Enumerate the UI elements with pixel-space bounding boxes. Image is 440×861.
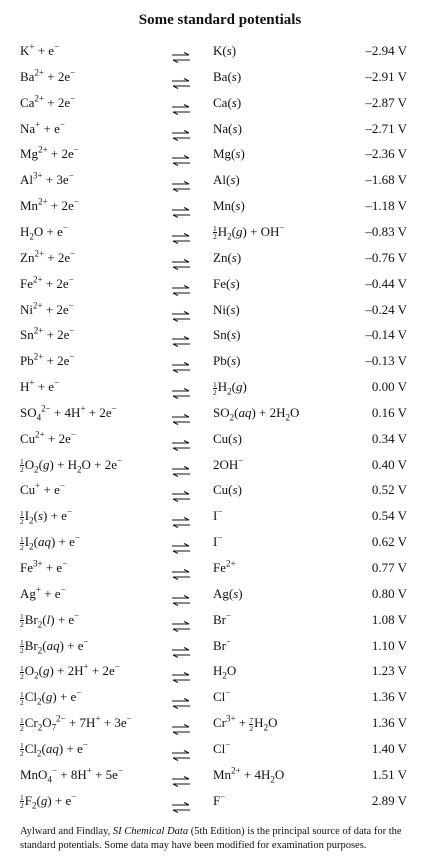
reductant-side: Ca(s) [213, 94, 242, 110]
reaction-row [0, 116, 440, 142]
reductant-side: K(s) [213, 43, 237, 58]
equilibrium-arrow-icon [171, 615, 191, 626]
equilibrium-arrow-icon [171, 796, 191, 807]
reaction-row [0, 503, 440, 529]
oxidant-side: $\frac{1}{2}$ $O_2(g) + 2H^+ + 2e^-$ [20, 662, 120, 681]
equilibrium-arrow-icon [171, 305, 191, 316]
standard-potential-value: 1.10 V [371, 637, 407, 653]
reaction-row [0, 426, 440, 452]
equilibrium-arrow-icon [171, 279, 191, 290]
equilibrium-arrow-icon [171, 460, 191, 471]
oxidant-side: Ag+ + e− [20, 584, 66, 601]
equilibrium-arrow-icon [171, 666, 191, 677]
oxidant-side: $Ca^{2+} + 2e^-$ [20, 93, 76, 110]
standard-potential-value: 0.34 V [371, 430, 407, 446]
standard-potential-value: –0.14 V [365, 327, 407, 343]
reductant-side: $\frac{1}{2}$ $H_2(g)$ [213, 379, 247, 397]
reductant-side: $SO_2(aq) + 2H_2O$ [213, 404, 300, 423]
reductant-side: $Mn^{2+} + 4H_2O$ [213, 765, 285, 785]
reductant-side: Fe(s) [213, 275, 240, 291]
standard-potential-value: –2.87 V [365, 94, 407, 110]
oxidant-side: $\frac{1}{2}$ $Cl_2(g) + e^-$ [20, 687, 82, 707]
oxidant-side: $Zn^{2+} + 2e^-$ [20, 248, 76, 265]
equilibrium-arrow-icon [171, 98, 191, 109]
reaction-row [0, 271, 440, 297]
oxidant-side: $\frac{1}{2}$ $Br_2(aq) + e^-$ [20, 636, 89, 656]
oxidant-side: $\frac{1}{2}$ $Cr_2O_7^{2-} + 7H^+ + 3e^-$ [20, 713, 132, 733]
equilibrium-arrow-icon [171, 175, 191, 186]
standard-potential-value: 1.36 V [371, 689, 407, 705]
reductant-side: Pb(s) [213, 353, 241, 369]
oxidant-side: $\frac{1}{2}$ $O_2(g) + H_2O + 2e^-$ [20, 455, 123, 475]
equilibrium-arrow-icon [171, 46, 191, 57]
equilibrium-arrow-icon [171, 124, 191, 135]
equilibrium-arrow-icon [171, 511, 191, 522]
oxidant-side: $\frac{1}{2}$ $I_2(s) + e^-$ [20, 506, 73, 526]
equilibrium-arrow-icon [171, 537, 191, 548]
standard-potential-value: 0.62 V [371, 534, 407, 550]
standard-potential-value: 1.40 V [371, 740, 407, 756]
reductant-side: I− [213, 506, 223, 524]
reductant-side: Br− [213, 636, 232, 653]
standard-potential-value: –0.44 V [365, 275, 407, 291]
oxidant-side: $Mn^{2+} + 2e^-$ [20, 196, 79, 214]
equilibrium-arrow-icon [171, 744, 191, 755]
oxidant-side: Na+ + e− [20, 119, 65, 136]
standard-potential-value: 0.40 V [371, 456, 407, 472]
equilibrium-arrow-icon [171, 227, 191, 238]
reductant-side: Mg(s) [213, 146, 245, 162]
oxidant-side: $\frac{1}{2}$ $F_2(g) + e^-$ [20, 791, 77, 811]
standard-potential-value: –2.71 V [365, 120, 407, 136]
reductant-side: Al(s) [213, 172, 240, 188]
reaction-row [0, 633, 440, 659]
reductant-side: Na(s) [213, 120, 242, 136]
equilibrium-arrow-icon [171, 718, 191, 729]
reductant-side: Ni(s) [213, 301, 240, 317]
oxidant-side: $Sn^{2+} + 2e^-$ [20, 326, 75, 343]
oxidant-side: $Ba^{2+} + 2e^-$ [20, 67, 76, 84]
standard-potential-value: 0.00 V [371, 379, 407, 395]
reductant-side: F− [213, 791, 226, 808]
reaction-row [0, 219, 440, 245]
reductant-side: $Cr^{3+}$ + $\frac{7}{2}$ $H_2O$ [213, 713, 278, 733]
equilibrium-arrow-icon [171, 692, 191, 703]
oxidant-side: $Pb^{2+} + 2e^-$ [20, 351, 75, 369]
source-footnote: Aylward and Findlay, SI Chemical Data (5th Edition) is the principal source of data for the standard potentials. Some data may have been modified for examination purposes. [20, 826, 402, 851]
reaction-row [0, 788, 440, 814]
standard-potential-value: 1.23 V [371, 663, 407, 679]
oxidant-side: MnO$_4$− + 8H+ + 5e− [20, 765, 124, 785]
reductant-side: Sn(s) [213, 327, 241, 343]
reductant-side: Cl− [213, 687, 231, 705]
standard-potential-value: –2.91 V [365, 68, 407, 84]
equilibrium-arrow-icon [171, 356, 191, 367]
reaction-row [0, 297, 440, 323]
standard-potential-value: –2.94 V [365, 43, 407, 58]
reaction-row [0, 167, 440, 193]
standard-potential-value: 0.80 V [371, 585, 407, 601]
standard-potential-value: –1.18 V [365, 198, 407, 214]
reaction-row [0, 64, 440, 90]
standard-potential-value: 2.89 V [371, 792, 407, 808]
oxidant-side: Cu+ + e− [20, 481, 65, 498]
standard-potential-value: –0.83 V [365, 223, 407, 239]
reaction-row [0, 141, 440, 167]
reductant-side: $Fe^{2+}$ [213, 558, 236, 575]
standard-potential-value: 1.08 V [371, 611, 407, 627]
reductant-side: Br− [213, 610, 232, 627]
equilibrium-arrow-icon [171, 485, 191, 496]
reaction-row [0, 555, 440, 581]
reaction-row [0, 736, 440, 762]
standard-potential-value: –0.76 V [365, 249, 407, 265]
standard-potential-value: 0.54 V [371, 508, 407, 524]
equilibrium-arrow-icon [171, 408, 191, 419]
reductant-side: Ba(s) [213, 68, 242, 84]
reaction-row [0, 193, 440, 219]
reaction-row [0, 581, 440, 607]
equilibrium-arrow-icon [171, 589, 191, 600]
oxidant-side: $H_2O + e^-$ [20, 222, 68, 242]
reductant-side: Mn(s) [213, 198, 245, 214]
oxidant-side: $\frac{1}{2}$ $I_2(aq) + e^-$ [20, 532, 80, 552]
equilibrium-arrow-icon [171, 641, 191, 652]
reductant-side: Ag(s) [213, 585, 243, 601]
oxidant-side: K+ + e− [20, 41, 60, 58]
equilibrium-arrow-icon [171, 434, 191, 445]
equilibrium-arrow-icon [171, 149, 191, 160]
reaction-row [0, 684, 440, 710]
reductant-side: I− [213, 532, 223, 550]
standard-potential-value: –0.24 V [365, 301, 407, 317]
reaction-row [0, 762, 440, 788]
standard-potential-value: 1.51 V [371, 766, 407, 782]
reaction-row [0, 245, 440, 271]
reductant-side: Cl− [213, 739, 231, 756]
page-title: Some standard potentials [138, 12, 302, 28]
equilibrium-arrow-icon [171, 201, 191, 212]
oxidant-side: $Mg^{2+} + 2e^-$ [20, 145, 79, 162]
oxidant-side: H+ + e− [20, 377, 60, 395]
oxidant-side: $\frac{1}{2}$ $Cl_2(aq) + e^-$ [20, 739, 88, 759]
reaction-row [0, 529, 440, 555]
equilibrium-arrow-icon [171, 330, 191, 341]
reaction-row [0, 322, 440, 348]
reaction-row [0, 38, 440, 64]
reaction-row [0, 477, 440, 503]
reaction-row [0, 90, 440, 116]
equilibrium-arrow-icon [171, 770, 191, 781]
oxidant-side: $Fe^{2+} + 2e^-$ [20, 274, 74, 291]
standard-potential-value: 1.36 V [371, 715, 407, 731]
oxidant-side: $Al^{3+} + 3e^-$ [20, 170, 74, 188]
reductant-side: Cu(s) [213, 430, 242, 446]
equilibrium-arrow-icon [171, 563, 191, 574]
equilibrium-arrow-icon [171, 382, 191, 393]
oxidant-side: $Cu^{2+} + 2e^-$ [20, 429, 76, 446]
equilibrium-arrow-icon [171, 253, 191, 264]
reaction-row [0, 348, 440, 374]
reaction-row [0, 710, 440, 736]
reaction-row [0, 658, 440, 684]
standard-potential-value: –2.36 V [365, 146, 407, 162]
standard-potential-value: 0.77 V [371, 560, 407, 575]
standard-potential-value: –0.13 V [365, 353, 407, 369]
reductant-side: 2OH− [213, 455, 244, 472]
standard-potential-value: 0.52 V [371, 482, 407, 498]
reaction-row [0, 452, 440, 478]
oxidant-side: $Fe^{3+} + e^-$ [20, 558, 68, 575]
reductant-side: $H_2O$ [213, 663, 237, 681]
reaction-row [0, 374, 440, 400]
reaction-row [0, 400, 440, 426]
reductant-side: Cu(s) [213, 482, 242, 498]
oxidant-side: $Ni^{2+} + 2e^-$ [20, 300, 74, 317]
oxidant-side: $SO_4^{2-} + 4H^+ + 2e^-$ [20, 403, 117, 423]
standard-potential-value: –1.68 V [365, 172, 407, 188]
oxidant-side: $\frac{1}{2}$ $Br_2(l) + e^-$ [20, 610, 80, 630]
reductant-side: $\frac{1}{2}$ $H_2(g) + OH^-$ [213, 222, 285, 242]
reaction-row [0, 607, 440, 633]
standard-potential-value: 0.16 V [371, 404, 407, 420]
reductant-side: Zn(s) [213, 249, 242, 265]
equilibrium-arrow-icon [171, 72, 191, 83]
